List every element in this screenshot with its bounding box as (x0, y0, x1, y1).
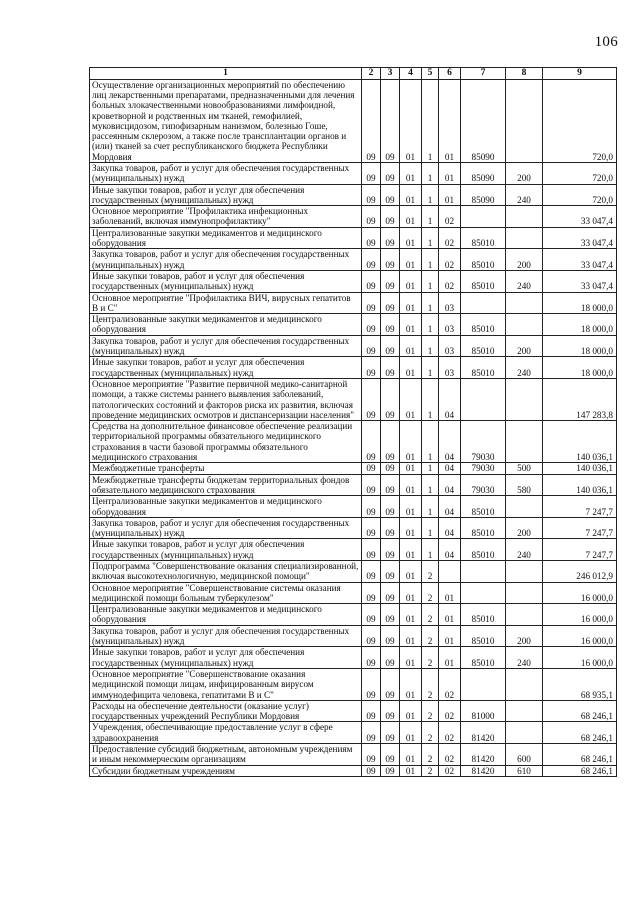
column-header: 6 (439, 68, 461, 80)
code-cell: 09 (362, 647, 381, 669)
code-cell (506, 206, 543, 228)
code-cell: 2 (422, 647, 439, 669)
amount-cell: 720,0 (543, 79, 617, 162)
code-cell: 2 (422, 560, 439, 582)
code-cell: 02 (439, 765, 461, 776)
amount-cell: 7 247,7 (543, 496, 617, 518)
table-row (90, 227, 617, 249)
code-cell: 09 (381, 582, 400, 604)
amount-cell: 33 047,4 (543, 270, 617, 292)
code-cell (506, 560, 543, 582)
code-cell (461, 206, 506, 228)
code-cell: 02 (439, 668, 461, 700)
code-cell: 09 (381, 227, 400, 249)
code-cell: 09 (381, 517, 400, 539)
row-name-cell: Централизованные закупки медикаментов и медицинского оборудования (90, 604, 362, 626)
code-cell: 1 (422, 539, 439, 561)
row-name-cell: Основное мероприятие "Профилактика ВИЧ, вирусных гепатитов В и С" (90, 292, 362, 314)
code-cell: 01 (400, 292, 422, 314)
code-cell: 240 (506, 270, 543, 292)
code-cell: 2 (422, 744, 439, 766)
code-cell: 200 (506, 625, 543, 647)
code-cell: 09 (381, 314, 400, 336)
code-cell: 09 (381, 496, 400, 518)
code-cell: 01 (400, 722, 422, 744)
column-header: 1 (90, 68, 362, 80)
code-cell: 1 (422, 496, 439, 518)
code-cell (506, 79, 543, 162)
code-cell: 02 (439, 227, 461, 249)
amount-cell: 33 047,4 (543, 206, 617, 228)
code-cell (506, 227, 543, 249)
table-row (90, 249, 617, 271)
amount-cell: 18 000,0 (543, 314, 617, 336)
code-cell: 240 (506, 357, 543, 379)
table-row (90, 517, 617, 539)
code-cell: 09 (362, 517, 381, 539)
code-cell: 01 (400, 421, 422, 463)
code-cell: 2 (422, 765, 439, 776)
amount-cell: 33 047,4 (543, 227, 617, 249)
amount-cell: 7 247,7 (543, 517, 617, 539)
row-name-cell: Подпрограмма "Совершенствование оказания специализированной, включая высокотехнологичную, медицинской помощи" (90, 560, 362, 582)
code-cell: 09 (362, 722, 381, 744)
code-cell: 01 (400, 668, 422, 700)
row-name-cell: Межбюджетные трансферты (90, 463, 362, 474)
code-cell: 01 (439, 163, 461, 185)
code-cell: 09 (362, 378, 381, 420)
code-cell: 1 (422, 421, 439, 463)
table-row (90, 647, 617, 669)
code-cell (439, 560, 461, 582)
code-cell: 09 (362, 206, 381, 228)
code-cell: 09 (362, 496, 381, 518)
row-name-cell: Закупка товаров, работ и услуг для обеспечения государственных (муниципальных) нужд (90, 625, 362, 647)
code-cell: 1 (422, 463, 439, 474)
code-cell: 04 (439, 378, 461, 420)
code-cell: 01 (400, 335, 422, 357)
code-cell: 1 (422, 163, 439, 185)
row-name-cell: Иные закупки товаров, работ и услуг для обеспечения государственных (муниципальных) нужд (90, 539, 362, 561)
amount-cell: 246 012,9 (543, 560, 617, 582)
code-cell: 2 (422, 582, 439, 604)
code-cell: 85090 (461, 79, 506, 162)
page-number: 106 (594, 34, 618, 50)
code-cell: 01 (400, 249, 422, 271)
code-cell: 85010 (461, 496, 506, 518)
code-cell: 09 (381, 604, 400, 626)
row-name-cell: Закупка товаров, работ и услуг для обеспечения государственных (муниципальных) нужд (90, 517, 362, 539)
table-row (90, 700, 617, 722)
code-cell: 09 (381, 647, 400, 669)
code-cell (506, 582, 543, 604)
table-row (90, 744, 617, 766)
row-name-cell: Предоставление субсидий бюджетным, автономным учреждениям и иным некоммерческим организациям (90, 744, 362, 766)
code-cell: 580 (506, 474, 543, 496)
table-row (90, 560, 617, 582)
code-cell: 01 (400, 270, 422, 292)
code-cell: 02 (439, 700, 461, 722)
code-cell: 01 (400, 604, 422, 626)
amount-cell: 140 036,1 (543, 474, 617, 496)
code-cell: 01 (400, 463, 422, 474)
table-row (90, 668, 617, 700)
code-cell: 01 (400, 625, 422, 647)
amount-cell: 140 036,1 (543, 421, 617, 463)
code-cell (506, 378, 543, 420)
code-cell: 09 (362, 357, 381, 379)
code-cell: 01 (400, 163, 422, 185)
code-cell: 09 (362, 604, 381, 626)
code-cell: 04 (439, 463, 461, 474)
code-cell: 610 (506, 765, 543, 776)
table-row (90, 184, 617, 206)
row-name-cell: Закупка товаров, работ и услуг для обеспечения государственных (муниципальных) нужд (90, 249, 362, 271)
table-row (90, 582, 617, 604)
code-cell: 09 (381, 184, 400, 206)
row-name-cell: Межбюджетные трансферты бюджетам территориальных фондов обязательного медицинского страхования (90, 474, 362, 496)
code-cell: 09 (362, 744, 381, 766)
code-cell: 200 (506, 517, 543, 539)
column-header: 4 (400, 68, 422, 80)
table-row (90, 163, 617, 185)
row-name-cell: Централизованные закупки медикаментов и медицинского оборудования (90, 496, 362, 518)
code-cell: 200 (506, 335, 543, 357)
row-name-cell: Закупка товаров, работ и услуг для обеспечения государственных (муниципальных) нужд (90, 335, 362, 357)
code-cell: 04 (439, 421, 461, 463)
code-cell: 85010 (461, 604, 506, 626)
code-cell: 09 (362, 227, 381, 249)
amount-cell: 18 000,0 (543, 335, 617, 357)
code-cell: 04 (439, 474, 461, 496)
code-cell: 200 (506, 249, 543, 271)
code-cell: 02 (439, 744, 461, 766)
code-cell: 85010 (461, 270, 506, 292)
code-cell: 240 (506, 184, 543, 206)
table-row (90, 604, 617, 626)
code-cell: 03 (439, 314, 461, 336)
row-name-cell: Основное мероприятие "Развитие первичной медико-санитарной помощи, а также системы раннего выявления заболеваний, патологических состояний и факторов риска их развития, включая проведение медицинских осмотров и диспансеризации населения" (90, 378, 362, 420)
table-row (90, 722, 617, 744)
code-cell: 200 (506, 163, 543, 185)
code-cell: 01 (400, 314, 422, 336)
table-body (90, 79, 617, 776)
code-cell: 09 (381, 463, 400, 474)
code-cell: 2 (422, 668, 439, 700)
amount-cell: 18 000,0 (543, 292, 617, 314)
code-cell: 01 (439, 625, 461, 647)
code-cell: 03 (439, 335, 461, 357)
amount-cell: 68 246,1 (543, 700, 617, 722)
code-cell: 85010 (461, 539, 506, 561)
code-cell: 1 (422, 517, 439, 539)
code-cell: 81420 (461, 722, 506, 744)
code-cell (506, 668, 543, 700)
column-header: 7 (461, 68, 506, 80)
code-cell: 01 (400, 496, 422, 518)
code-cell: 01 (400, 582, 422, 604)
row-name-cell: Иные закупки товаров, работ и услуг для обеспечения государственных (муниципальных) нужд (90, 270, 362, 292)
budget-table (89, 67, 617, 777)
code-cell: 04 (439, 517, 461, 539)
row-name-cell: Основное мероприятие "Совершенствование системы оказания медицинской помощи больным туберкулезом" (90, 582, 362, 604)
code-cell (461, 560, 506, 582)
amount-cell: 18 000,0 (543, 357, 617, 379)
row-name-cell: Централизованные закупки медикаментов и медицинского оборудования (90, 314, 362, 336)
code-cell: 09 (362, 163, 381, 185)
code-cell: 01 (400, 206, 422, 228)
code-cell: 09 (381, 668, 400, 700)
code-cell: 1 (422, 227, 439, 249)
code-cell: 09 (362, 292, 381, 314)
code-cell (506, 700, 543, 722)
code-cell: 09 (381, 474, 400, 496)
code-cell: 02 (439, 722, 461, 744)
code-cell: 09 (362, 335, 381, 357)
code-cell: 09 (381, 357, 400, 379)
table-row (90, 625, 617, 647)
row-name-cell: Иные закупки товаров, работ и услуг для обеспечения государственных (муниципальных) нужд (90, 647, 362, 669)
code-cell: 09 (362, 700, 381, 722)
code-cell: 01 (400, 474, 422, 496)
code-cell: 09 (381, 722, 400, 744)
code-cell: 09 (381, 378, 400, 420)
code-cell: 01 (400, 227, 422, 249)
code-cell: 01 (400, 700, 422, 722)
amount-cell: 16 000,0 (543, 647, 617, 669)
code-cell (461, 378, 506, 420)
code-cell: 09 (362, 270, 381, 292)
amount-cell: 68 935,1 (543, 668, 617, 700)
code-cell: 85010 (461, 249, 506, 271)
code-cell: 01 (400, 765, 422, 776)
code-cell: 01 (400, 378, 422, 420)
code-cell: 01 (439, 604, 461, 626)
code-cell: 09 (362, 314, 381, 336)
column-header: 8 (506, 68, 543, 80)
amount-cell: 720,0 (543, 184, 617, 206)
amount-cell: 140 036,1 (543, 463, 617, 474)
code-cell: 01 (400, 357, 422, 379)
amount-cell: 68 246,1 (543, 722, 617, 744)
row-name-cell: Средства на дополнительное финансовое обеспечение реализации территориальной программы обязательного медицинского страхования в части базовой программы обязательного медицинского страхования (90, 421, 362, 463)
code-cell: 1 (422, 292, 439, 314)
table-row (90, 357, 617, 379)
row-name-cell: Централизованные закупки медикаментов и медицинского оборудования (90, 227, 362, 249)
code-cell: 09 (362, 668, 381, 700)
row-name-cell: Закупка товаров, работ и услуг для обеспечения государственных (муниципальных) нужд (90, 163, 362, 185)
code-cell: 02 (439, 249, 461, 271)
code-cell: 85010 (461, 314, 506, 336)
code-cell: 1 (422, 79, 439, 162)
amount-cell: 68 246,1 (543, 744, 617, 766)
code-cell: 04 (439, 539, 461, 561)
code-cell: 240 (506, 647, 543, 669)
code-cell: 81000 (461, 700, 506, 722)
code-cell: 09 (381, 539, 400, 561)
column-header: 3 (381, 68, 400, 80)
table-row (90, 335, 617, 357)
code-cell: 09 (381, 421, 400, 463)
column-header: 2 (362, 68, 381, 80)
code-cell: 09 (381, 206, 400, 228)
code-cell: 81420 (461, 744, 506, 766)
table-row (90, 765, 617, 776)
code-cell: 01 (400, 744, 422, 766)
code-cell: 09 (381, 163, 400, 185)
code-cell: 09 (362, 474, 381, 496)
code-cell: 85010 (461, 647, 506, 669)
code-cell: 09 (362, 421, 381, 463)
amount-cell: 720,0 (543, 163, 617, 185)
code-cell: 85010 (461, 517, 506, 539)
code-cell (506, 421, 543, 463)
code-cell: 09 (362, 184, 381, 206)
amount-cell: 147 283,8 (543, 378, 617, 420)
code-cell (461, 582, 506, 604)
code-cell: 2 (422, 722, 439, 744)
table-row (90, 270, 617, 292)
amount-cell: 68 246,1 (543, 765, 617, 776)
amount-cell: 16 000,0 (543, 582, 617, 604)
table-row (90, 539, 617, 561)
code-cell: 01 (400, 79, 422, 162)
code-cell: 85090 (461, 184, 506, 206)
code-cell: 1 (422, 357, 439, 379)
code-cell: 02 (439, 270, 461, 292)
code-cell: 79030 (461, 463, 506, 474)
code-cell: 09 (381, 625, 400, 647)
code-cell: 01 (400, 647, 422, 669)
code-cell: 1 (422, 335, 439, 357)
code-cell: 85090 (461, 163, 506, 185)
table-row (90, 79, 617, 162)
code-cell (506, 722, 543, 744)
code-cell: 01 (439, 184, 461, 206)
code-cell: 01 (439, 647, 461, 669)
code-cell: 01 (400, 539, 422, 561)
column-header: 9 (543, 68, 617, 80)
code-cell: 85010 (461, 335, 506, 357)
code-cell: 09 (381, 560, 400, 582)
code-cell: 03 (439, 357, 461, 379)
table-header-row (90, 68, 617, 80)
row-name-cell: Иные закупки товаров, работ и услуг для обеспечения государственных (муниципальных) нужд (90, 184, 362, 206)
code-cell: 01 (400, 560, 422, 582)
table-row (90, 378, 617, 420)
code-cell: 01 (439, 582, 461, 604)
code-cell: 1 (422, 206, 439, 228)
code-cell: 02 (439, 206, 461, 228)
code-cell: 09 (381, 700, 400, 722)
code-cell: 09 (381, 765, 400, 776)
code-cell: 09 (362, 765, 381, 776)
code-cell: 81420 (461, 765, 506, 776)
table-row (90, 421, 617, 463)
table-row (90, 463, 617, 474)
table-row (90, 206, 617, 228)
amount-cell: 16 000,0 (543, 604, 617, 626)
code-cell: 1 (422, 474, 439, 496)
code-cell: 09 (381, 744, 400, 766)
row-name-cell: Учреждения, обеспечивающие предоставление услуг в сфере здравоохранения (90, 722, 362, 744)
row-name-cell: Расходы на обеспечение деятельности (оказание услуг) государственных учреждений Республики Мордовия (90, 700, 362, 722)
row-name-cell: Субсидии бюджетным учреждениям (90, 765, 362, 776)
code-cell: 85010 (461, 357, 506, 379)
code-cell: 2 (422, 604, 439, 626)
table-row (90, 292, 617, 314)
code-cell: 2 (422, 625, 439, 647)
code-cell: 1 (422, 184, 439, 206)
table-row (90, 474, 617, 496)
amount-cell: 7 247,7 (543, 539, 617, 561)
code-cell: 09 (362, 560, 381, 582)
code-cell: 600 (506, 744, 543, 766)
amount-cell: 33 047,4 (543, 249, 617, 271)
code-cell: 79030 (461, 421, 506, 463)
code-cell: 01 (400, 184, 422, 206)
code-cell (506, 496, 543, 518)
code-cell: 1 (422, 270, 439, 292)
code-cell (461, 292, 506, 314)
table-row (90, 496, 617, 518)
code-cell: 01 (439, 79, 461, 162)
code-cell: 09 (381, 79, 400, 162)
code-cell: 09 (381, 249, 400, 271)
code-cell (506, 314, 543, 336)
table-row (90, 314, 617, 336)
code-cell: 2 (422, 700, 439, 722)
code-cell (461, 668, 506, 700)
code-cell: 04 (439, 496, 461, 518)
code-cell: 1 (422, 378, 439, 420)
code-cell: 85010 (461, 227, 506, 249)
code-cell: 01 (400, 517, 422, 539)
code-cell: 500 (506, 463, 543, 474)
code-cell: 09 (362, 582, 381, 604)
row-name-cell: Основное мероприятие "Профилактика инфекционных заболеваний, включая иммунопрофилактику" (90, 206, 362, 228)
code-cell: 09 (362, 463, 381, 474)
code-cell: 09 (381, 270, 400, 292)
code-cell: 1 (422, 249, 439, 271)
code-cell (506, 604, 543, 626)
code-cell: 09 (381, 292, 400, 314)
code-cell: 85010 (461, 625, 506, 647)
code-cell: 09 (362, 249, 381, 271)
code-cell: 09 (362, 539, 381, 561)
row-name-cell: Основное мероприятие "Совершенствование оказания медицинской помощи лицам, инфицированным вирусом иммунодефицита человека, гепатитами В и С" (90, 668, 362, 700)
code-cell (506, 292, 543, 314)
code-cell: 240 (506, 539, 543, 561)
code-cell: 09 (362, 79, 381, 162)
code-cell: 03 (439, 292, 461, 314)
code-cell: 09 (362, 625, 381, 647)
code-cell: 1 (422, 314, 439, 336)
column-header: 5 (422, 68, 439, 80)
amount-cell: 16 000,0 (543, 625, 617, 647)
code-cell: 79030 (461, 474, 506, 496)
row-name-cell: Осуществление организационных мероприятий по обеспечению лиц лекарственными препаратами, предназначенными для лечения больных злокачественными новообразованиями лимфоидной, кроветворной и родственных им тканей, гемофилией, муковисцидозом, гипофизарным нанизмом, болезнью Гоше, рассеянным склерозом, а также после трансплантации органов и (или) тканей за счет республиканского бюджета Республики Мордовия (90, 79, 362, 162)
row-name-cell: Иные закупки товаров, работ и услуг для обеспечения государственных (муниципальных) нужд (90, 357, 362, 379)
code-cell: 09 (381, 335, 400, 357)
